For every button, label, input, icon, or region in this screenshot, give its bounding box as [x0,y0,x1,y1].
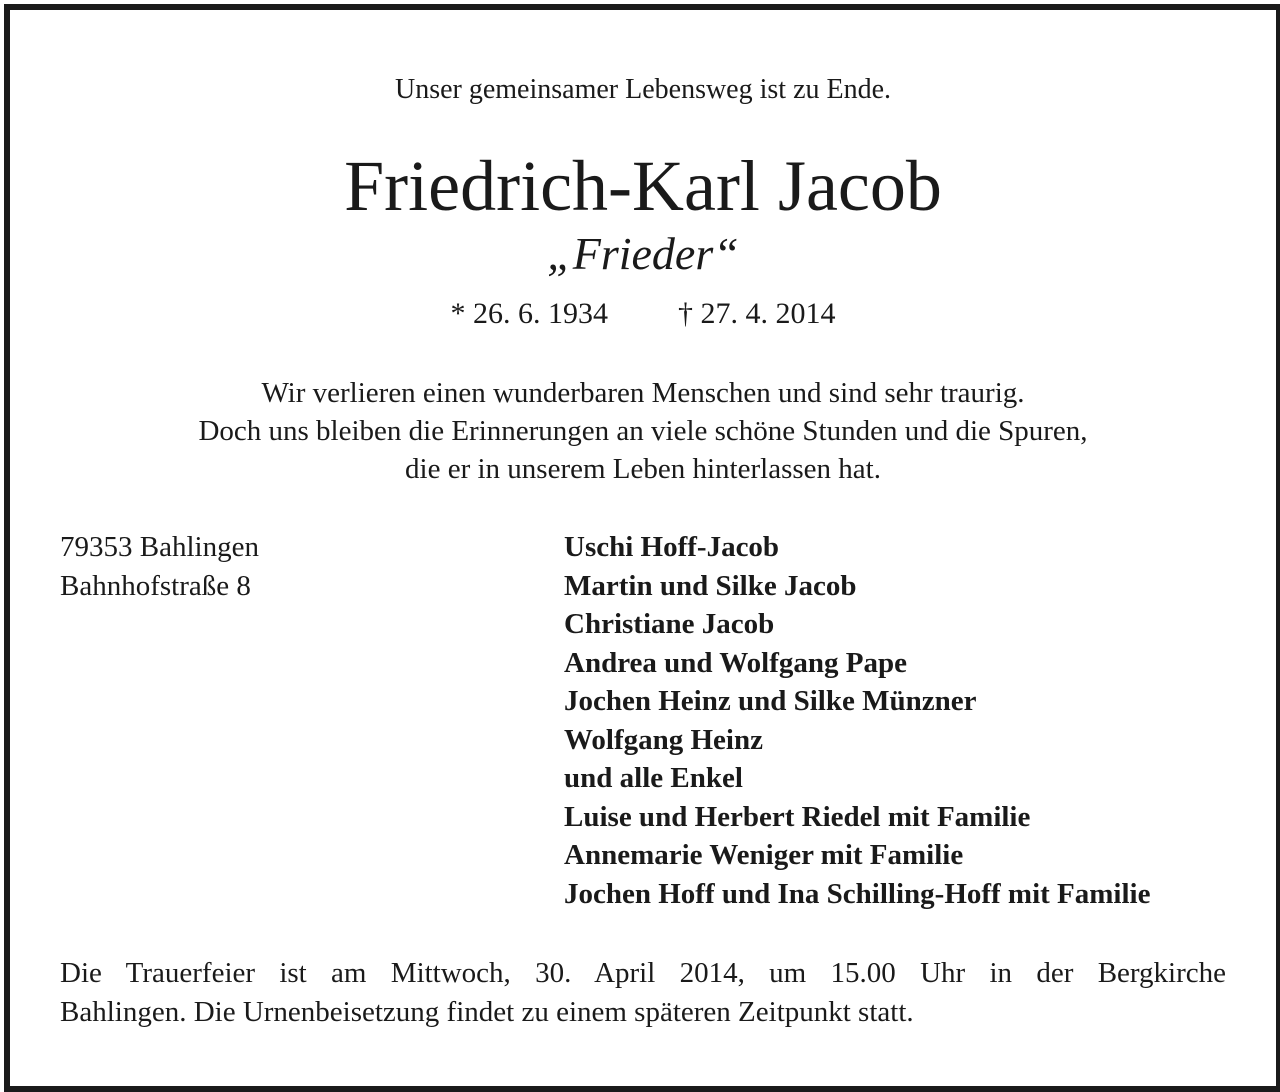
death-date: † 27. 4. 2014 [678,297,836,330]
mourner-name: Luise und Herbert Riedel mit Familie [564,800,1031,833]
service-line: Bahlingen. Die Urnenbeisetzung findet zu einem späteren Zeitpunkt statt. [60,995,914,1028]
mourners-list [564,528,1150,913]
mourner-name: Jochen Hoff und Ina Schilling-Hoff mit Familie [564,877,1151,910]
deceased-name: Friedrich-Karl Jacob [344,146,942,226]
mourner-name: Annemarie Weniger mit Familie [564,839,964,871]
service-announcement [60,954,1226,1031]
mourner-name: und alle Enkel [564,762,743,794]
birth-date: * 26. 6. 1934 [450,297,608,330]
life-dates [10,295,1276,333]
mourner-name: Martin und Silke Jacob [564,569,857,602]
condolence-message [10,374,1276,488]
intro-line: Unser gemeinsamer Lebensweg ist zu Ende. [394,74,892,105]
mourner-name: Jochen Heinz und Silke Münzner [564,685,977,717]
message-line: Doch uns bleiben die Erinnerungen an viele schöne Stunden und die Spuren, [198,415,1088,447]
mourner-name: Andrea und Wolfgang Pape [564,646,907,679]
mourner-name: Uschi Hoff-Jacob [564,531,780,563]
nickname: „Frieder“ [547,228,739,279]
service-line: Die Trauerfeier ist am Mittwoch, 30. April 2014, um 15.00 Uhr in der Bergkirche [60,957,1226,989]
obituary-notice [4,4,1280,1092]
mourner-name: Wolfgang Heinz [564,723,763,756]
message-line: die er in unserem Leben hinterlassen hat. [405,453,881,485]
message-line: Wir verlieren einen wunderbaren Menschen und sind sehr traurig. [261,377,1025,409]
address-line: 79353 Bahlingen [60,531,259,563]
address-block [60,528,259,605]
address-line: Bahnhofstraße 8 [60,569,251,602]
mourner-name: Christiane Jacob [564,608,775,640]
